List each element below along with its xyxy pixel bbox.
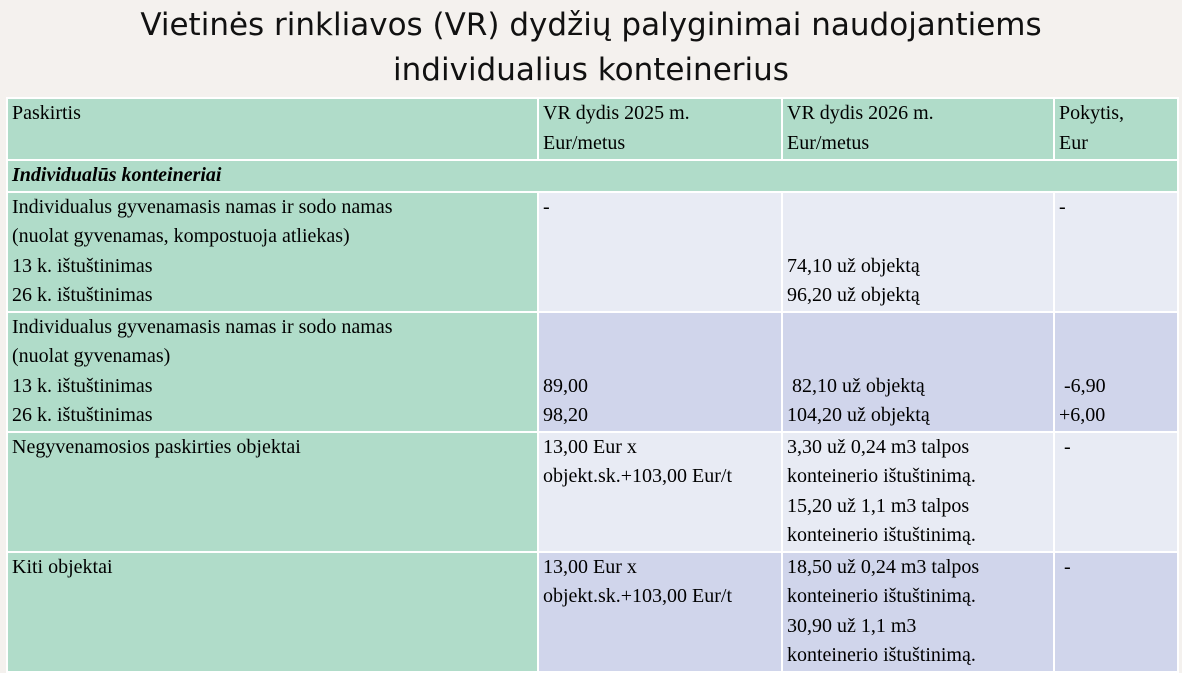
header-vr-2025: VR dydis 2025 m. Eur/metus [538,98,782,160]
slide-title-line-1: Vietinės rinkliavos (VR) dydžių palyginimai naudojantiems [140,7,1042,43]
cell-change: - [1054,192,1178,312]
header-vr-2026: VR dydis 2026 m. Eur/metus [782,98,1054,160]
header-change: Pokytis, Eur [1054,98,1178,160]
table-header-row [7,98,1178,160]
cell-vr-2026: 3,30 už 0,24 m3 talpos konteinerio ištuštinimą. 15,20 už 1,1 m3 talpos konteinerio ištuštinimą. [782,432,1054,552]
cell-change: - [1054,432,1178,552]
table-row [7,432,1178,552]
cell-vr-2025: - [538,192,782,312]
cell-purpose: Individualus gyvenamasis namas ir sodo namas (nuolat gyvenamas) 13 k. ištuštinimas 26 k. ištuštinimas [7,312,538,432]
fee-comparison-table [6,97,1179,673]
cell-vr-2026: 18,50 už 0,24 m3 talpos konteinerio ištuštinimą. 30,90 už 1,1 m3 konteinerio ištuštinimą. [782,552,1054,672]
cell-change: - [1054,552,1178,672]
cell-vr-2025: 13,00 Eur x objekt.sk.+103,00 Eur/t [538,432,782,552]
header-purpose: Paskirtis [7,98,538,160]
cell-vr-2025: 89,00 98,20 [538,312,782,432]
slide-title [0,3,1182,93]
cell-vr-2026: 74,10 už objektą 96,20 už objektą [782,192,1054,312]
cell-purpose: Negyvenamosios paskirties objektai [7,432,538,552]
cell-purpose: Kiti objektai [7,552,538,672]
cell-vr-2026: 82,10 už objektą 104,20 už objektą [782,312,1054,432]
cell-vr-2025: 13,00 Eur x objekt.sk.+103,00 Eur/t [538,552,782,672]
cell-change: -6,90 +6,00 [1054,312,1178,432]
cell-purpose: Individualus gyvenamasis namas ir sodo namas (nuolat gyvenamas, kompostuoja atliekas) 13 k. ištuštinimas 26 k. ištuštinimas [7,192,538,312]
slide-title-line-2: individualius konteinerius [393,52,789,88]
table-row [7,552,1178,672]
table-row [7,312,1178,432]
table-row [7,192,1178,312]
section-row [7,160,1178,192]
section-label: Individualūs konteineriai [7,160,1178,192]
